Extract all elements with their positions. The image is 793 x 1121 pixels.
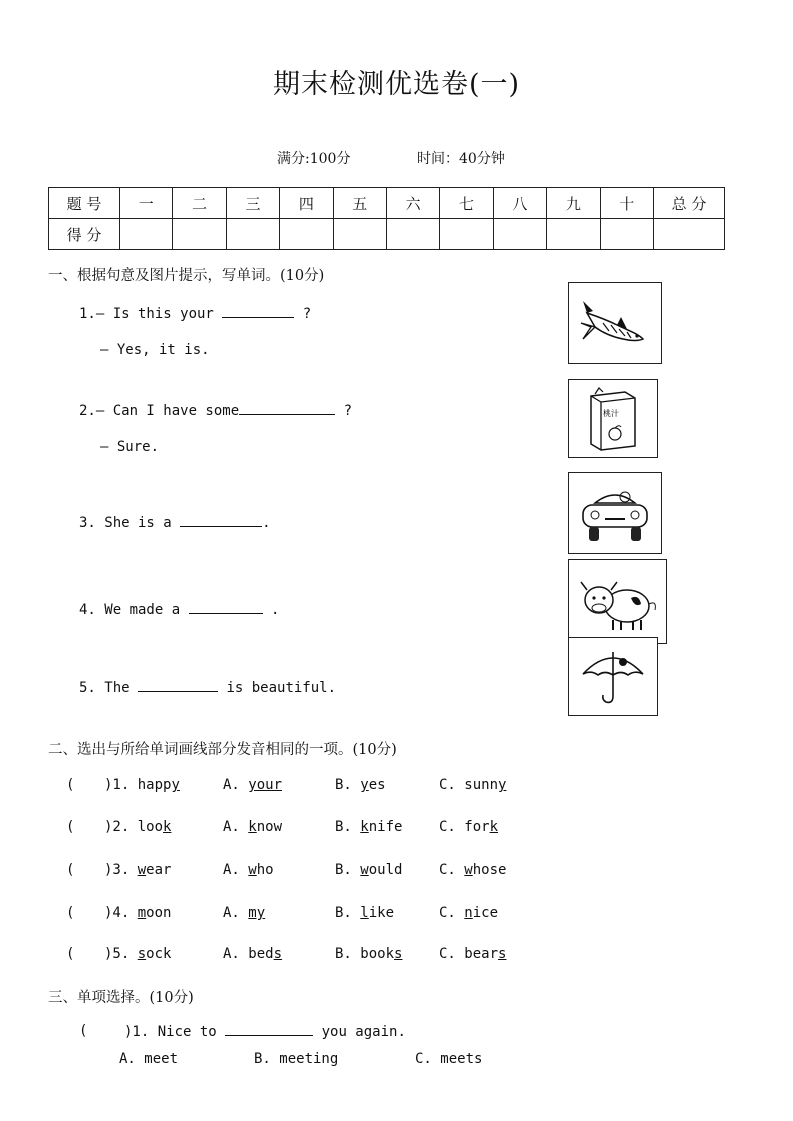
s2-paren[interactable]: ( — [66, 862, 75, 878]
table-cell: 六 — [386, 188, 439, 219]
question-text: . — [262, 602, 280, 618]
s2-row-2-option-c[interactable]: C. fork — [439, 819, 499, 835]
answer-blank[interactable] — [239, 402, 335, 415]
table-cell: 题 号 — [49, 188, 120, 219]
full-score: 满分:100分 — [277, 151, 351, 167]
s2-row-5-option-a[interactable]: A. beds — [223, 946, 283, 962]
question-text: ? — [335, 403, 353, 419]
table-cell: 五 — [333, 188, 386, 219]
score-input-cell[interactable] — [547, 219, 600, 250]
question-text: She is a — [95, 515, 181, 531]
s1-question-2 — [79, 402, 352, 419]
s2-row-1-option-c[interactable]: C. sunny — [439, 777, 507, 793]
score-table-header-row — [49, 188, 725, 219]
s2-row-5-word: )5. sock — [104, 946, 172, 962]
table-cell: 三 — [226, 188, 279, 219]
umbrella-icon — [569, 638, 657, 715]
question-text: We made a — [95, 602, 189, 618]
s3-option-a[interactable]: A. meet — [119, 1051, 179, 1067]
cow-icon — [569, 560, 666, 643]
question-text: The — [95, 680, 139, 696]
s2-row-5-option-c[interactable]: C. bears — [439, 946, 507, 962]
table-cell: 四 — [280, 188, 333, 219]
question-text: ? — [294, 306, 312, 322]
juice-picture — [568, 379, 658, 458]
question-text: )1. Nice to — [124, 1024, 217, 1040]
s2-row-3-word: )3. wear — [104, 862, 172, 878]
s2-row-1-option-a[interactable]: A. your — [223, 777, 283, 793]
s2-row-2-option-a[interactable]: A. know — [223, 819, 283, 835]
s1-question-5 — [79, 679, 336, 696]
table-cell: 七 — [440, 188, 493, 219]
answer-blank[interactable] — [180, 514, 262, 527]
table-cell: 八 — [493, 188, 546, 219]
car-icon — [569, 473, 661, 553]
s2-row-3-option-a[interactable]: A. who — [223, 862, 274, 878]
score-input-cell[interactable] — [600, 219, 653, 250]
s2-paren[interactable]: ( — [66, 777, 75, 793]
answer-blank[interactable] — [138, 679, 218, 692]
table-cell: 九 — [547, 188, 600, 219]
question-number: )2. — [104, 819, 130, 835]
s3-option-c[interactable]: C. meets — [415, 1051, 483, 1067]
fish-icon — [569, 283, 661, 363]
table-cell: 得 分 — [49, 219, 120, 250]
score-table-score-row — [49, 219, 725, 250]
s2-row-1-word: )1. happy — [104, 777, 180, 793]
question-number: )1. — [104, 777, 130, 793]
question-text: you again. — [313, 1024, 406, 1040]
answer-blank[interactable] — [222, 305, 294, 318]
score-input-cell[interactable] — [333, 219, 386, 250]
table-cell: 一 — [120, 188, 173, 219]
table-cell: 十 — [600, 188, 653, 219]
s1-answer-2: — Sure. — [100, 439, 160, 455]
question-number: 4. — [79, 602, 96, 618]
score-input-cell[interactable] — [226, 219, 279, 250]
s2-paren[interactable]: ( — [66, 819, 75, 835]
s2-row-4-option-a[interactable]: A. my — [223, 905, 266, 921]
car-picture — [568, 472, 662, 554]
cow-picture — [568, 559, 667, 644]
question-number: 3. — [79, 515, 96, 531]
s2-row-4-word: )4. moon — [104, 905, 172, 921]
score-input-cell[interactable] — [440, 219, 493, 250]
question-text: — Is this your — [95, 306, 223, 322]
question-number: )3. — [104, 862, 130, 878]
question-number: )4. — [104, 905, 130, 921]
fish-picture — [568, 282, 662, 364]
s3-paren[interactable]: ( — [79, 1023, 88, 1039]
s1-question-3 — [79, 514, 271, 531]
s2-row-5-option-b[interactable]: B. books — [335, 946, 403, 962]
section1-heading: 一、根据句意及图片提示，写单词。(10分) — [48, 268, 325, 284]
section3-heading: 三、单项选择。(10分) — [48, 990, 194, 1006]
umbrella-picture — [568, 637, 658, 716]
s2-row-4-option-c[interactable]: C. nice — [439, 905, 499, 921]
s3-question-1 — [124, 1023, 406, 1040]
s2-row-2-word: )2. look — [104, 819, 172, 835]
s1-question-4 — [79, 601, 279, 618]
s2-paren[interactable]: ( — [66, 905, 75, 921]
juice-label: 桃汁 — [603, 409, 619, 418]
s1-question-1 — [79, 305, 311, 322]
s3-option-b[interactable]: B. meeting — [254, 1051, 339, 1067]
s2-row-3-option-c[interactable]: C. whose — [439, 862, 507, 878]
answer-blank[interactable] — [189, 601, 263, 614]
s2-row-1-option-b[interactable]: B. yes — [335, 777, 386, 793]
s2-paren[interactable]: ( — [66, 946, 75, 962]
question-number: )5. — [104, 946, 130, 962]
score-input-cell[interactable] — [386, 219, 439, 250]
question-number: 5. — [79, 680, 96, 696]
answer-blank[interactable] — [225, 1023, 313, 1036]
question-text: is beautiful. — [218, 680, 337, 696]
question-text: . — [262, 515, 271, 531]
table-cell: 二 — [173, 188, 226, 219]
question-text: — Can I have some — [95, 403, 240, 419]
question-number: 2. — [79, 403, 96, 419]
s2-row-2-option-b[interactable]: B. knife — [335, 819, 403, 835]
score-input-cell[interactable] — [493, 219, 546, 250]
score-input-cell[interactable] — [280, 219, 333, 250]
s1-answer-1: — Yes, it is. — [100, 342, 210, 358]
section2-heading: 二、选出与所给单词画线部分发音相同的一项。(10分) — [48, 742, 397, 758]
page-title: 期末检测优选卷(一) — [272, 69, 521, 100]
s2-row-4-option-b[interactable]: B. like — [335, 905, 395, 921]
question-number: 1. — [79, 306, 96, 322]
table-cell: 总 分 — [654, 188, 725, 219]
score-table — [48, 187, 725, 250]
score-input-cell[interactable] — [120, 219, 173, 250]
juice-box-icon — [569, 380, 657, 457]
score-input-cell[interactable] — [654, 219, 725, 250]
score-input-cell[interactable] — [173, 219, 226, 250]
s2-row-3-option-b[interactable]: B. would — [335, 862, 403, 878]
exam-time: 时间：40分钟 — [417, 151, 505, 167]
